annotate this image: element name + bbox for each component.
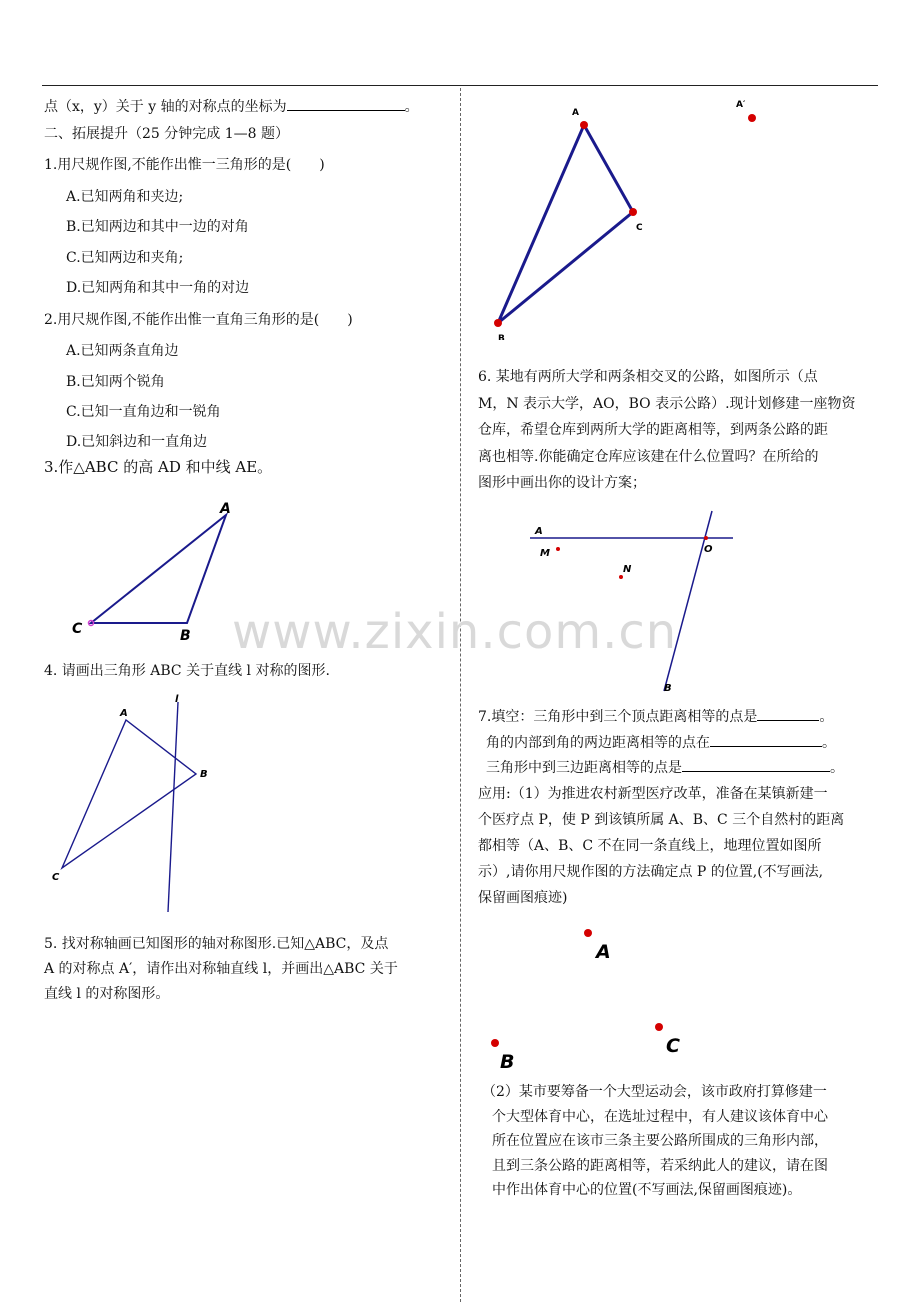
q3-triangle-figure — [60, 495, 260, 645]
q4-figure — [40, 690, 240, 920]
point-a-prime — [748, 114, 756, 122]
q2-option-b: B.已知两个锐角 — [66, 374, 165, 390]
q7-villages-figure — [480, 920, 710, 1080]
triangle-abc — [498, 125, 633, 323]
point-a — [580, 121, 588, 129]
point-m — [556, 547, 560, 551]
label-b: B — [664, 683, 672, 694]
answer-blank[interactable] — [287, 96, 405, 111]
answer-blank-2[interactable] — [710, 732, 822, 747]
q5-figure — [480, 95, 780, 340]
label-o: O — [704, 544, 713, 555]
q6-figure — [520, 505, 750, 700]
point-o — [704, 536, 708, 540]
q2-option-c: C.已知一直角边和一锐角 — [66, 404, 221, 420]
q6-text: 6. 某地有两所大学和两条相交叉的公路，如图所示（点 M，N 表示大学，AO，BO 表示公路）.现计划修建一座物资 仓库，希望仓库到两所大学的距离相等，到两条公路的距 离也相等.你能确定仓库应该建在什么位置吗？在所给的 图形中画出你的设计方案； — [478, 369, 856, 491]
label-b: B — [180, 628, 191, 644]
q7-part2-text: （2）某市要筹备一个大型运动会，该市政府打算修建一 个大型体育中心，在选址过程中，有人建议该体育中心 所在位置应在该市三条主要公路所围成的三角形内部， 且到三条公路的距离相等，若采纳此人的建议，请在图 中作出体育中心的位置(不写画法,保留画图痕迹)。 — [482, 1084, 828, 1198]
column-divider — [460, 88, 461, 1302]
label-b: B — [498, 334, 505, 340]
line-l — [168, 702, 178, 912]
q7-line1: 7.填空：三角形中到三个顶点距离相等的点是 。 — [478, 706, 833, 726]
q1-option-c: C.已知两边和夹角; — [66, 250, 184, 266]
q2-option-d: D.已知斜边和一直角边 — [66, 434, 208, 450]
label-a: A — [220, 501, 231, 517]
q1-option-d: D.已知两角和其中一角的对边 — [66, 280, 250, 296]
q-symmetric-point: 点（x，y）关于 y 轴的对称点的坐标为 。 — [44, 96, 419, 116]
q3-stem: 3.作△ABC 的高 AD 和中线 AE。 — [44, 458, 273, 476]
label-a: A — [535, 526, 543, 537]
label-l: l — [175, 694, 179, 705]
watermark: www.zixin.com.cn — [232, 604, 678, 660]
header-rule — [42, 85, 878, 86]
label-c: C — [636, 223, 643, 233]
label-a: A — [596, 941, 611, 963]
triangle-abc — [91, 515, 226, 623]
label-a: A — [572, 108, 579, 118]
label-m: M — [540, 548, 550, 559]
label-n: N — [623, 564, 632, 575]
q4-stem: 4. 请画出三角形 ABC 关于直线 l 对称的图形. — [44, 663, 330, 679]
q1-option-a: A.已知两角和夹边; — [66, 189, 184, 205]
point-n — [619, 575, 623, 579]
point-b — [494, 319, 502, 327]
q2-option-a: A.已知两条直角边 — [66, 343, 179, 359]
q7-line2: 角的内部到角的两边距离相等的点在 。 — [486, 732, 836, 752]
q7-application-text: 应用:（1）为推进农村新型医疗改革，准备在某镇新建一 个医疗点 P，使 P 到该镇所属 A、B、C 三个自然村的距离 都相等（A、B、C 不在同一条直线上，地理位置如图所 示）,请你用尺规作图的方法确定点 P 的位置,(不写画法, 保留画图痕迹) — [478, 786, 845, 906]
label-c: C — [52, 872, 60, 883]
section-title: 二、拓展提升（25 分钟完成 1—8 题） — [44, 126, 289, 142]
q2-stem: 2.用尺规作图,不能作出惟一直角三角形的是( ) — [44, 312, 353, 328]
label-a-prime: A′ — [736, 100, 746, 110]
label-a: A — [120, 708, 128, 719]
label-c: C — [72, 621, 83, 637]
point-b — [491, 1039, 499, 1047]
q5-text: 5. 找对称轴画已知图形的轴对称图形.已知△ABC，及点 A 的对称点 A′，请作出对称轴直线 l，并画出△ABC 关于 直线 l 的对称图形。 — [44, 936, 398, 1002]
label-c: C — [666, 1035, 680, 1057]
point-c — [655, 1023, 663, 1031]
answer-blank-3[interactable] — [682, 757, 830, 772]
answer-blank-1[interactable] — [757, 706, 819, 721]
point-c — [629, 208, 637, 216]
q1-option-b: B.已知两边和其中一边的对角 — [66, 219, 249, 235]
label-b: B — [500, 1051, 515, 1073]
point-a — [584, 929, 592, 937]
q1-stem: 1.用尺规作图,不能作出惟一三角形的是( ) — [44, 157, 325, 173]
label-b: B — [200, 769, 208, 780]
q7-line3: 三角形中到三边距离相等的点是 。 — [486, 757, 844, 777]
